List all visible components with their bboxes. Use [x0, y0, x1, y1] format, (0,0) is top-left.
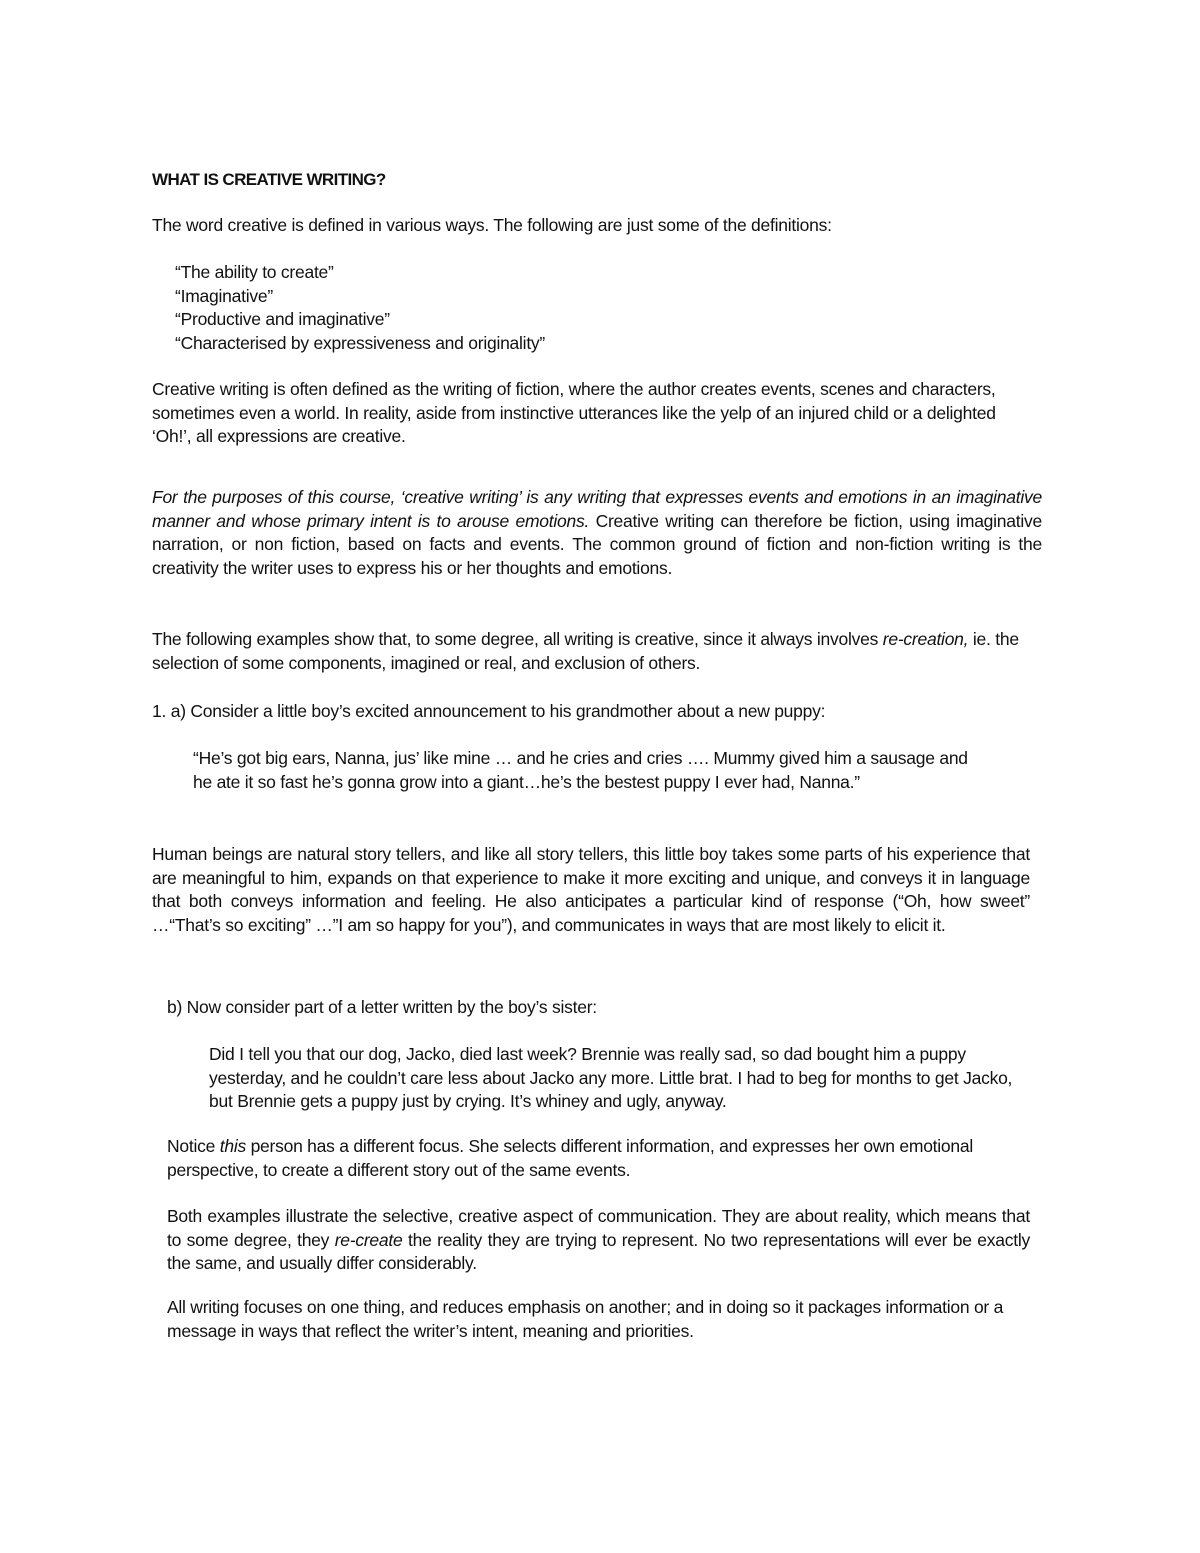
course-definition-text: Creative writing can therefore be fiction, using imaginative narration, or non fiction, based on facts and events. The common ground of fiction and non-fiction writing is the creativity the writer uses to express his or her thoughts and emotions. — [152, 510, 1042, 578]
definition-item: “Imaginative” — [175, 285, 273, 306]
definition-item: “Characterised by expressiveness and originality” — [175, 332, 546, 353]
selective-aspect-paragraph — [167, 1205, 1030, 1276]
recreate-emphasis: re-create — [334, 1229, 403, 1250]
fiction-definition-paragraph: Creative writing is often defined as the writing of fiction, where the author creates events, scenes and characters, sometimes even a world. In reality, aside from instinctive utterances like the yelp of an injured child or a delighted ‘Oh!’, all expressions are creative. — [152, 379, 996, 446]
writing-focus-paragraph: All writing focuses on one thing, and reduces emphasis on another; and in doing so it packages information or a message in ways that reflect the writer’s intent, meaning and priorities. — [167, 1297, 1004, 1341]
this-emphasis: this — [219, 1136, 246, 1156]
story-tellers-paragraph: Human beings are natural story tellers, and like all story tellers, this little boy takes some parts of his experience that are meaningful to him, expands on that experience to make it more exciting and unique, and conveys it in language that both conveys information and feeling. He also anticipates a particular kind of response (“Oh, how sweet” …“That’s so exciting” …”I am so happy for you”), and communicates in ways that are most likely to elicit it. — [152, 844, 1030, 935]
different-focus-text: Notice — [167, 1136, 220, 1156]
recreation-emphasis: re-creation, — [882, 629, 969, 649]
boy-quote: “He’s got big ears, Nanna, jus’ like mine … and he cries and cries …. Mummy gived him a sausage and he ate it so fast he’s gonna grow into a giant…he’s the bestest puppy I ever had, Nanna.” — [193, 748, 968, 792]
sister-letter-quote: Did I tell you that our dog, Jacko, died last week? Brennie was really sad, so dad bought him a puppy yesterday, and he couldn’t care less about Jacko any more. Little brat. I had to beg for months to get Jacko, but Brennie gets a puppy just by crying. It’s whiney and ugly, anyway. — [209, 1044, 1013, 1111]
examples-intro-paragraph — [152, 628, 1042, 675]
selective-aspect-text-end: the reality they are trying to represent. No two representations will ever be exactly the same, and usually differ considerably. — [167, 1229, 1030, 1273]
example-1b-heading: b) Now consider part of a letter written by the boy’s sister: — [167, 997, 597, 1017]
example-1a-heading: 1. a) Consider a little boy’s excited announcement to his grandmother about a new puppy: — [152, 701, 826, 721]
course-definition-emphasis: For the purposes of this course, ‘creative writing’ is any writing that expresses events and emotions in an imaginative manner and whose primary intent is to arouse emotions. — [152, 487, 1042, 531]
selective-aspect-text: Both examples illustrate the selective, creative aspect of communication. They are about reality, which means that to some degree, they — [167, 1206, 1030, 1250]
examples-intro-text: The following examples show that, to some degree, all writing is creative, since it always involves — [152, 629, 883, 649]
intro-paragraph: The word creative is defined in various ways. The following are just some of the definitions: — [152, 215, 832, 235]
different-focus-text-end: person has a different focus. She selects different information, and expresses her own emotional perspective, to create a different story out of the same events. — [167, 1136, 974, 1180]
examples-intro-text-end: ie. the selection of some components, imagined or real, and exclusion of others. — [152, 629, 1019, 673]
definition-item: “Productive and imaginative” — [175, 309, 390, 329]
different-focus-paragraph — [167, 1135, 1027, 1182]
definition-item: “The ability to create” — [175, 262, 334, 282]
definitions-list — [175, 261, 875, 355]
page-title: WHAT IS CREATIVE WRITING? — [152, 170, 386, 189]
course-definition-paragraph — [152, 486, 1042, 580]
